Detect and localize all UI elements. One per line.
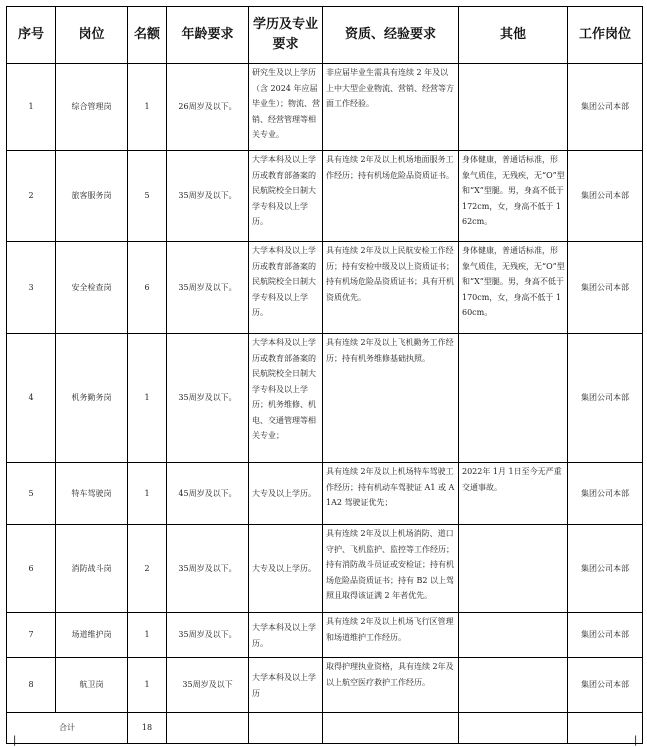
row-age: 35周岁及以下。 — [167, 613, 249, 658]
header-post: 岗位 — [56, 7, 128, 64]
row-qualification: 具有连续 2年及以上民航安检工作经历；持有安检中级及以上资质证书；持有机场危险品资质证书；具有开机资质优先。 — [323, 242, 459, 334]
table-header-row — [7, 7, 643, 64]
row-other: 身体健康，普通话标准，形象气质佳，无残疾，无“O”型和“X”型腿。男，身高不低于 172cm，女，身高不低于 162cm。 — [459, 151, 568, 242]
table-row — [7, 658, 643, 713]
row-education: 大专及以上学历。 — [249, 525, 323, 613]
row-qualification: 具有连续 2年及以上机场消防、道口守护、飞机监护、监控等工作经历；持有消防战斗员证或安检证；持有机场危险品资质证书；持有 B2 以上驾照且取得该证满 2 年者优先。 — [323, 525, 459, 613]
row-quota: 1 — [128, 613, 167, 658]
row-quota: 2 — [128, 525, 167, 613]
row-no: 5 — [7, 463, 56, 525]
row-no: 2 — [7, 151, 56, 242]
row-qualification: 具有连续 2年及以上飞机勤务工作经历；持有机务维修基础执照。 — [323, 334, 459, 463]
table-row — [7, 613, 643, 658]
row-workplace: 集团公司本部 — [568, 613, 643, 658]
header-quota: 名额 — [128, 7, 167, 64]
total-value: 18 — [128, 713, 167, 744]
row-post: 综合管理岗 — [56, 64, 128, 151]
total-empty-cell — [568, 713, 643, 744]
row-qualification: 取得护理执业资格，具有连续 2年及以上航空医疗救护工作经历。 — [323, 658, 459, 713]
total-empty-cell — [323, 713, 459, 744]
table-row — [7, 151, 643, 242]
row-qualification: 非应届毕业生需具有连续 2 年及以上中大型企业物流、营销、经营等方面工作经验。 — [323, 64, 459, 151]
row-education: 大学本科及以上学历 — [249, 658, 323, 713]
header-education: 学历及专业要求 — [249, 7, 323, 64]
header-workplace: 工作岗位 — [568, 7, 643, 64]
row-other — [459, 525, 568, 613]
header-other: 其他 — [459, 7, 568, 64]
row-post: 机务勤务岗 — [56, 334, 128, 463]
row-age: 35周岁及以下。 — [167, 242, 249, 334]
row-post: 安全检查岗 — [56, 242, 128, 334]
table-row — [7, 463, 643, 525]
total-row — [7, 713, 643, 744]
row-age: 35周岁及以下。 — [167, 525, 249, 613]
row-education: 研究生及以上学历（含 2024 年应届毕业生）；物流、营销、经营管理等相关专业。 — [249, 64, 323, 151]
corner-mark-left: | — [13, 735, 17, 746]
row-no: 7 — [7, 613, 56, 658]
row-no: 4 — [7, 334, 56, 463]
row-post: 旅客服务岗 — [56, 151, 128, 242]
row-no: 6 — [7, 525, 56, 613]
row-no: 8 — [7, 658, 56, 713]
total-empty-cell — [249, 713, 323, 744]
row-age: 26周岁及以下。 — [167, 64, 249, 151]
row-quota: 1 — [128, 463, 167, 525]
row-quota: 6 — [128, 242, 167, 334]
row-post: 特车驾驶岗 — [56, 463, 128, 525]
row-qualification: 具有连续 2年及以上机场特车驾驶工作经历；持有机动车驾驶证 A1 或 A1A2 驾驶证优先； — [323, 463, 459, 525]
row-education: 大学本科及以上学历或教育部备案的民航院校全日制大学专科及以上学历。 — [249, 151, 323, 242]
table-row — [7, 525, 643, 613]
row-quota: 1 — [128, 64, 167, 151]
recruitment-table — [6, 6, 643, 744]
row-age: 45周岁及以下。 — [167, 463, 249, 525]
row-education: 大学本科及以上学历或教育部备案的民航院校全日制大学专科及以上学历。 — [249, 242, 323, 334]
row-post: 消防战斗岗 — [56, 525, 128, 613]
row-other — [459, 613, 568, 658]
row-other — [459, 334, 568, 463]
header-qualification: 资质、经验要求 — [323, 7, 459, 64]
row-workplace: 集团公司本部 — [568, 151, 643, 242]
row-qualification: 具有连续 2年及以上机场地面服务工作经历；持有机场危险品资质证书。 — [323, 151, 459, 242]
row-post: 航卫岗 — [56, 658, 128, 713]
row-workplace: 集团公司本部 — [568, 64, 643, 151]
row-quota: 1 — [128, 658, 167, 713]
table-row — [7, 242, 643, 334]
row-other — [459, 64, 568, 151]
table-row — [7, 334, 643, 463]
row-education: 大学本科及以上学历或教育部备案的民航院校全日制大学专科及以上学历；机务维修、机电、交通管理等相关专业； — [249, 334, 323, 463]
total-label: 合计 — [7, 713, 128, 744]
total-empty-cell — [459, 713, 568, 744]
row-quota: 5 — [128, 151, 167, 242]
row-other: 身体健康，普通话标准，形象气质佳，无残疾，无“O”型和“X”型腿。男，身高不低于 170cm，女，身高不低于 160cm。 — [459, 242, 568, 334]
row-qualification: 具有连续 2年及以上机场飞行区管理和场道维护工作经历。 — [323, 613, 459, 658]
row-other — [459, 658, 568, 713]
corner-mark-right: | — [634, 735, 638, 746]
row-education: 大学本科及以上学历。 — [249, 613, 323, 658]
row-workplace: 集团公司本部 — [568, 334, 643, 463]
row-post: 场道维护岗 — [56, 613, 128, 658]
row-no: 3 — [7, 242, 56, 334]
row-other: 2022年 1月 1日至今无严重交通事故。 — [459, 463, 568, 525]
row-education: 大专及以上学历。 — [249, 463, 323, 525]
row-quota: 1 — [128, 334, 167, 463]
table-row — [7, 64, 643, 151]
row-age: 35周岁及以下。 — [167, 151, 249, 242]
header-age: 年龄要求 — [167, 7, 249, 64]
row-no: 1 — [7, 64, 56, 151]
row-age: 35周岁及以下 — [167, 658, 249, 713]
row-workplace: 集团公司本部 — [568, 463, 643, 525]
row-workplace: 集团公司本部 — [568, 525, 643, 613]
row-age: 35周岁及以下。 — [167, 334, 249, 463]
row-workplace: 集团公司本部 — [568, 658, 643, 713]
header-no: 序号 — [7, 7, 56, 64]
total-empty-cell — [167, 713, 249, 744]
row-workplace: 集团公司本部 — [568, 242, 643, 334]
